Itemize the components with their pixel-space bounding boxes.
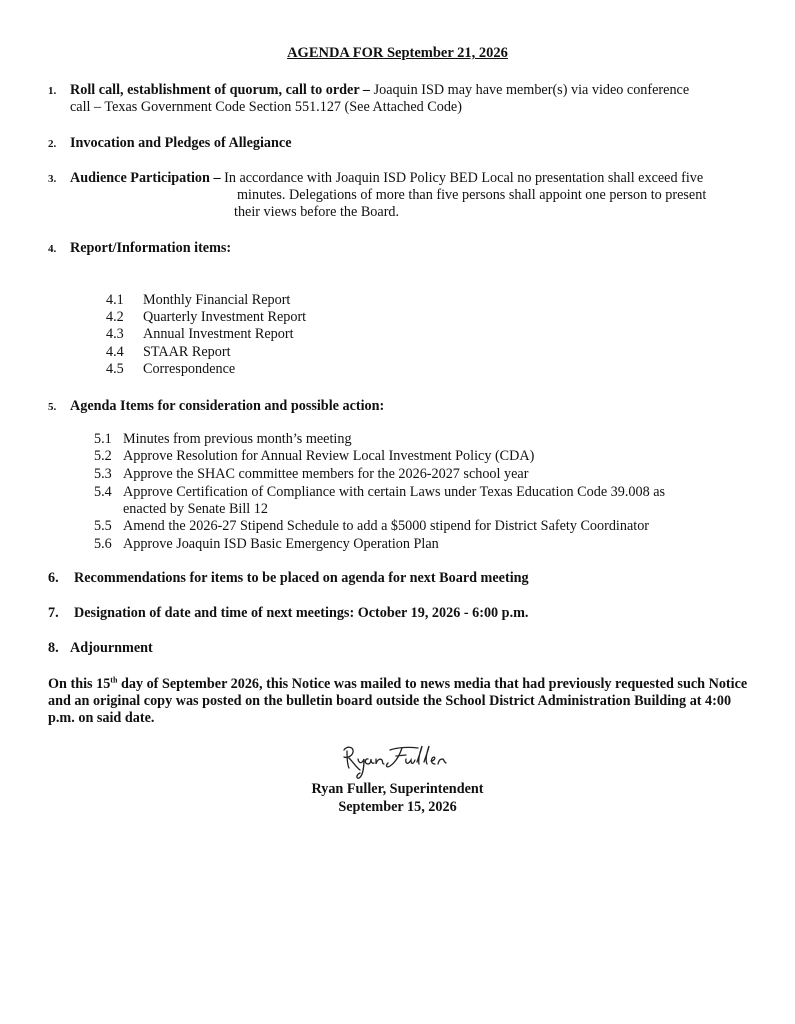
notice-text: On this 15	[48, 676, 111, 692]
item-text-cont: call – Texas Government Code Section 551.127 (See Attached Code)	[70, 99, 462, 115]
sub-item-label: Correspondence	[143, 361, 236, 377]
agenda-item-3	[48, 170, 751, 187]
notice-text-cont: day of September 2026, this Notice was mailed to news media that had previously requested such Notice and an original copy was posted on the bulletin board outside the School District Administration Building at 4:00 p.m. on said date.	[48, 676, 748, 726]
sub-item-4-1	[106, 292, 290, 309]
item-heading: Adjournment	[70, 640, 153, 656]
sub-item-label: Minutes from previous month’s meeting	[123, 431, 352, 447]
handwritten-signature-icon	[338, 742, 450, 782]
sub-item-5-6	[94, 536, 439, 553]
agenda-item-3-cont	[234, 187, 751, 221]
sub-item-number: 4.1	[106, 292, 124, 308]
posting-notice	[48, 676, 748, 727]
sub-item-number: 5.1	[94, 431, 112, 447]
item-number: 1.	[48, 85, 57, 97]
signature-image	[338, 742, 450, 782]
sub-item-label: Approve Resolution for Annual Review Local Investment Policy (CDA)	[123, 448, 535, 464]
sub-item-5-5	[94, 518, 649, 535]
item-number: 8.	[48, 640, 59, 656]
sub-item-5-4-cont	[123, 501, 268, 518]
sub-item-label: Quarterly Investment Report	[143, 309, 307, 325]
item-heading: Report/Information items:	[70, 240, 232, 256]
sub-item-label: Amend the 2026-27 Stipend Schedule to add a $5000 stipend for District Safety Coordinator	[123, 518, 650, 534]
sub-item-4-3	[106, 326, 294, 343]
item-number: 6.	[48, 570, 59, 586]
sub-item-number: 4.3	[106, 326, 124, 342]
agenda-item-1	[48, 82, 751, 116]
item-number: 5.	[48, 401, 57, 413]
agenda-item-4	[48, 240, 751, 257]
agenda-item-2	[48, 135, 751, 152]
item-text-cont: minutes. Delegations of more than five persons shall appoint one person to present	[237, 187, 707, 203]
item-heading: Recommendations for items to be placed on agenda for next Board meeting	[74, 570, 529, 586]
sub-item-4-2	[106, 309, 306, 326]
sub-item-number: 5.2	[94, 448, 112, 464]
agenda-item-6	[48, 570, 751, 587]
sub-item-number: 5.3	[94, 466, 112, 482]
item-heading: Agenda Items for consideration and possible action:	[70, 398, 385, 414]
item-text: Joaquin ISD may have member(s) via video conference	[370, 82, 690, 98]
sub-item-number: 4.4	[106, 344, 124, 360]
agenda-item-5	[48, 398, 751, 415]
item-number: 7.	[48, 605, 59, 621]
item-number: 3.	[48, 173, 57, 185]
sub-item-label: STAAR Report	[143, 344, 231, 360]
notice-ordinal: th	[110, 675, 118, 685]
sub-item-label: Approve the SHAC committee members for the 2026-2027 school year	[123, 466, 529, 482]
sub-item-number: 5.5	[94, 518, 112, 534]
item-heading: Roll call, establishment of quorum, call to order –	[70, 82, 371, 98]
sub-item-4-4	[106, 344, 231, 361]
agenda-item-7	[48, 605, 751, 622]
sub-item-label-cont: enacted by Senate Bill 12	[123, 501, 268, 517]
sub-item-number: 4.2	[106, 309, 124, 325]
signature-date: September 15, 2026	[338, 799, 457, 815]
item-heading: Audience Participation –	[70, 170, 221, 186]
item-heading: Designation of date and time of next meetings: October 19, 2026 - 6:00 p.m.	[74, 605, 529, 621]
sub-item-number: 5.6	[94, 536, 112, 552]
sub-item-label: Annual Investment Report	[143, 326, 294, 342]
agenda-item-8	[48, 640, 751, 657]
sub-item-label: Monthly Financial Report	[143, 292, 291, 308]
sub-item-5-4	[94, 484, 665, 501]
sub-item-5-3	[94, 466, 528, 483]
signer-name: Ryan Fuller, Superintendent	[311, 781, 484, 797]
sub-item-label: Approve Certification of Compliance with certain Laws under Texas Education Code 39.008 as	[123, 484, 666, 500]
sub-item-5-2	[94, 448, 534, 465]
item-number: 4.	[48, 243, 57, 255]
sub-item-number: 5.4	[94, 484, 112, 500]
sub-item-number: 4.5	[106, 361, 124, 377]
item-text-cont: their views before the Board.	[234, 204, 400, 220]
agenda-title: AGENDA FOR September 21, 2026	[287, 45, 508, 61]
sub-item-label: Approve Joaquin ISD Basic Emergency Operation Plan	[123, 536, 439, 552]
item-text: In accordance with Joaquin ISD Policy BED Local no presentation shall exceed five	[220, 170, 704, 186]
sub-item-5-1	[94, 431, 352, 448]
item-number: 2.	[48, 138, 57, 150]
sub-item-4-5	[106, 361, 235, 378]
item-heading: Invocation and Pledges of Allegiance	[70, 135, 292, 151]
